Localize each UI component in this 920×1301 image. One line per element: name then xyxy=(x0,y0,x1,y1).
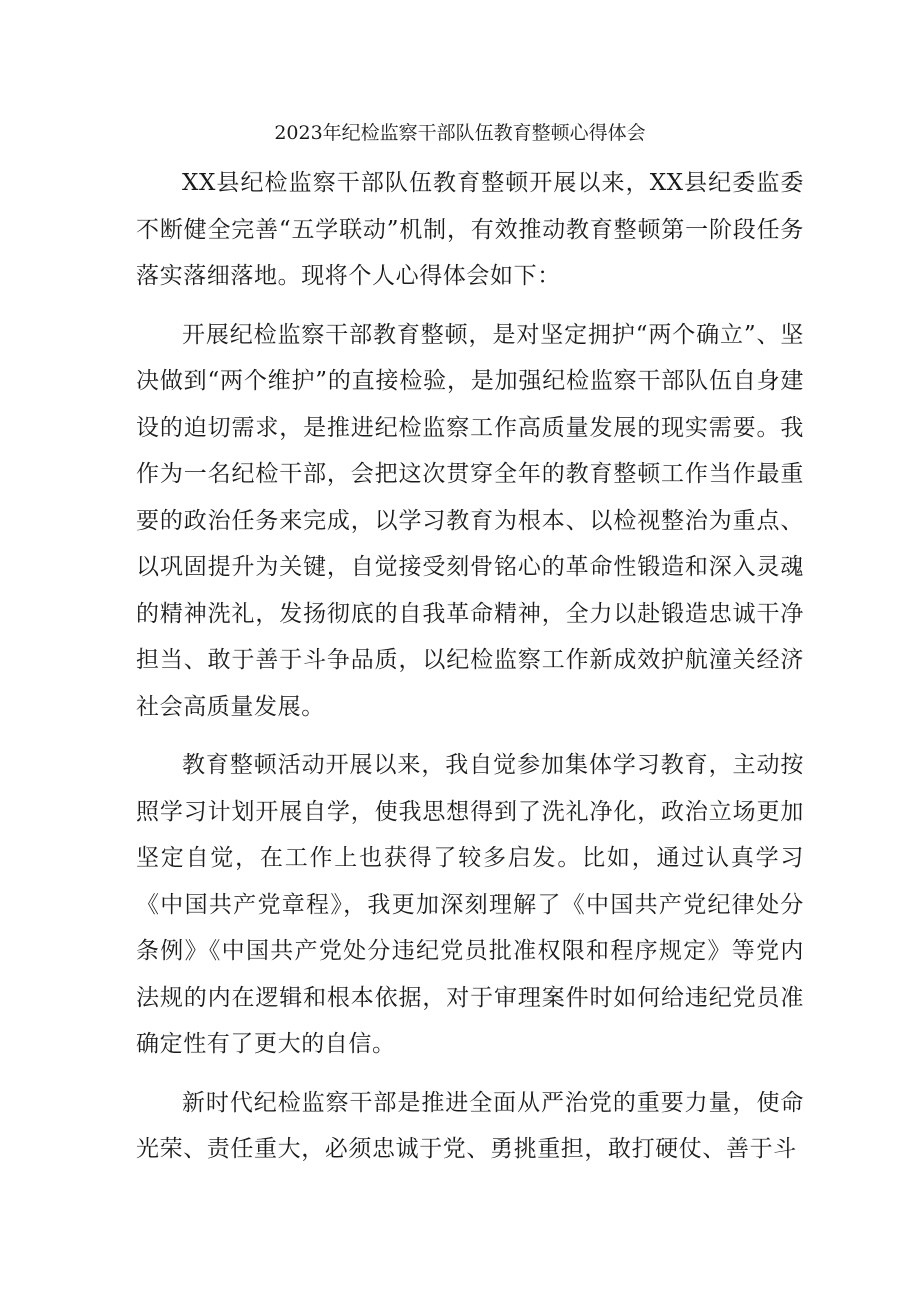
paragraph-significance: 开展纪检监察干部教育整顿，是对坚定拥护“两个确立”、坚决做到“两个维护”的直接检验，是加强纪检监察干部队伍自身建设的迫切需求，是推进纪检监察工作高质量发展的现实需要。我作为一名纪检干部，会把这次贯穿全年的教育整顿工作当作最重要的政治任务来完成，以学习教育为根本、以检视整治为重点、以巩固提升为关键，自觉接受刻骨铭心的革命性锻造和深入灵魂的精神洗礼，发扬彻底的自我革命精神，全力以赴锻造忠诚干净担当、敢于善于斗争品质，以纪检监察工作新成效护航潼关经济社会高质量发展。 xyxy=(136,321,804,720)
paragraph-study: 教育整顿活动开展以来，我自觉参加集体学习教育，主动按照学习计划开展自学，使我思想得到了洗礼净化，政治立场更加坚定自觉，在工作上也获得了较多启发。比如，通过认真学习《中国共产党章程》，我更加深刻理解了《中国共产党纪律处分条例》《中国共产党处分违纪党员批准权限和程序规定》等党内法规的内在逻辑和根本依据，对于审理案件时如何给违纪党员准确定性有了更大的自信。 xyxy=(136,752,804,1057)
document-body xyxy=(136,160,804,1185)
document-title: 2023年纪检监察干部队伍教育整顿心得体会 xyxy=(274,122,646,144)
paragraph-intro: XX县纪检监察干部队伍教育整顿开展以来，XX县纪委监委不断健全完善“五学联动”机制，有效推动教育整顿第一阶段任务落实落细落地。现将个人心得体会如下： xyxy=(136,170,804,289)
paragraph-new-era: 新时代纪检监察干部是推进全面从严治党的重要力量，使命光荣、责任重大，必须忠诚于党、勇挑重担，敢打硬仗、善于斗 xyxy=(136,1089,804,1162)
